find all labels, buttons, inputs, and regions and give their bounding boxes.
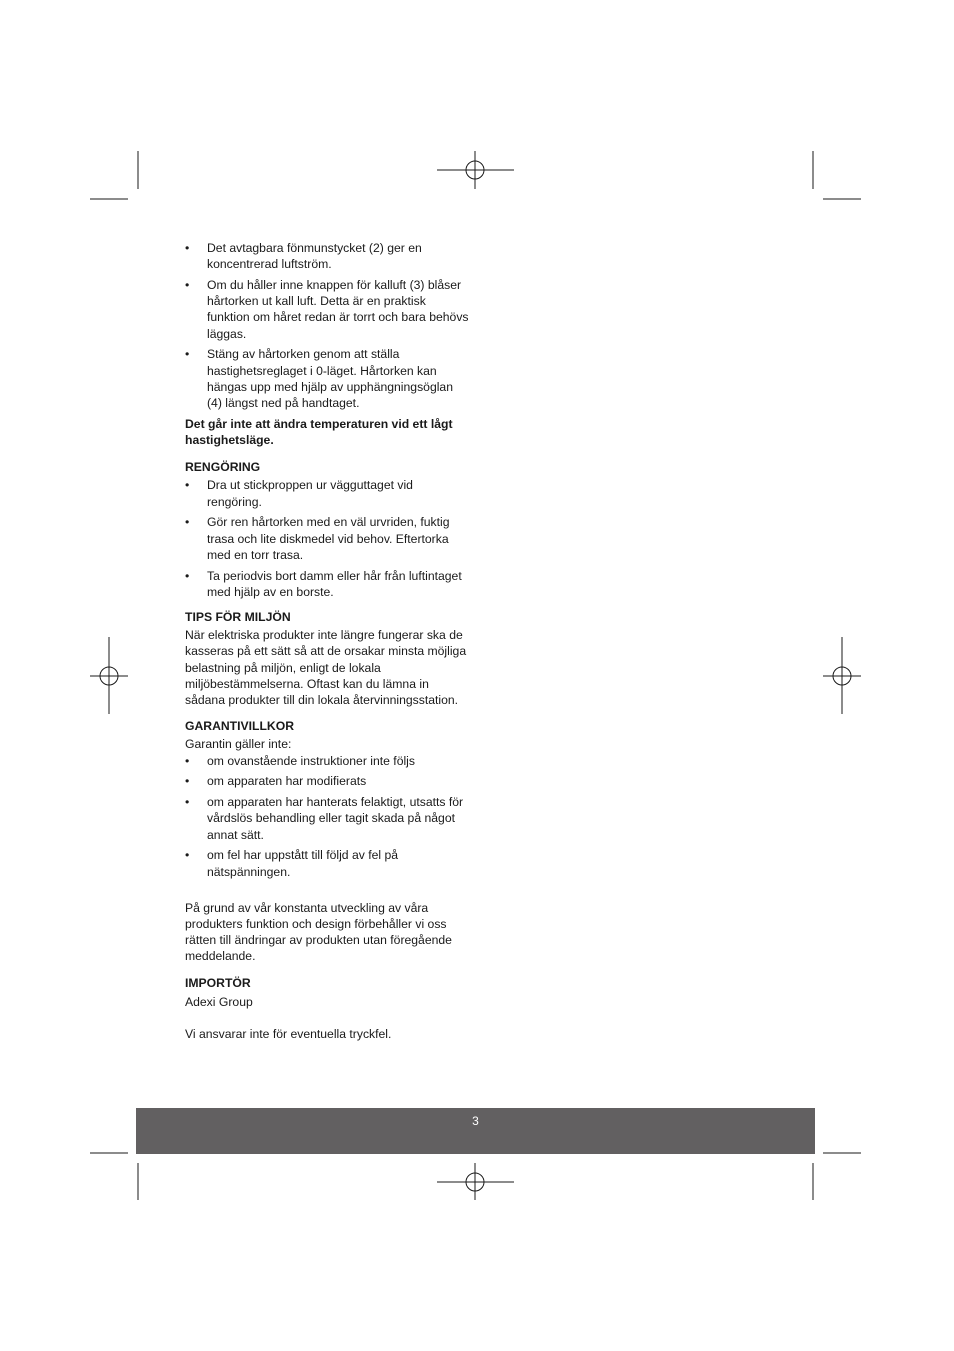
- list-item: • Dra ut stickproppen ur vägguttaget vid rengöring.: [185, 477, 470, 509]
- manual-text-column: [185, 240, 470, 1042]
- warranty-intro: Garantin gäller inte:: [185, 737, 292, 752]
- print-note: Vi ansvarar inte för eventuella tryckfel.: [185, 1027, 392, 1042]
- importer-heading: IMPORTÖR: [185, 975, 251, 990]
- environment-heading: TIPS FÖR MILJÖN: [185, 610, 291, 625]
- list-item: • Stäng av hårtorken genom att ställa hastighetsreglaget i 0-läget. Hårtorken kan hängas upp med hjälp av upphängningsöglan (4) längst ned på handtaget.: [185, 346, 470, 411]
- importer-name: Adexi Group: [185, 994, 253, 1009]
- environment-text: När elektriska produkter inte längre fungerar ska de kasseras på ett sätt så att de orsakar minsta möjliga belastning på miljön, enligt de lokala miljöbestämmelserna. Oftast kan du lämna in sådana produkter till din lokala återvinningsstation.: [185, 628, 467, 708]
- list-item: • Ta periodvis bort damm eller hår från luftintaget med hjälp av en borste.: [185, 568, 470, 600]
- warranty-list: [185, 753, 470, 880]
- feature-list: [185, 240, 470, 411]
- list-item: • Gör ren hårtorken med en väl urvriden, fuktig trasa och lite diskmedel vid behov. Eftertorka med en torr trasa.: [185, 514, 470, 563]
- disclaimer-text: På grund av vår konstanta utveckling av våra produkters funktion och design förbehåller vi oss rätten till ändringar av produkten utan föregående meddelande.: [185, 900, 452, 964]
- list-item: • Om du håller inne knappen för kalluft (3) blåser hårtorken ut kall luft. Detta är en praktisk funktion om håret redan är torrt och bara behövs läggas.: [185, 277, 470, 342]
- list-item: • om ovanstående instruktioner inte följs: [185, 753, 470, 769]
- cleaning-list: [185, 477, 470, 600]
- list-item: • om apparaten har modifierats: [185, 773, 470, 789]
- list-item: • om fel har uppstått till följd av fel på nätspänningen.: [185, 847, 470, 879]
- list-item: • om apparaten har hanterats felaktigt, utsatts för vårdslös behandling eller tagit skada på något annat sätt.: [185, 794, 470, 843]
- list-item: • Det avtagbara fönmunstycket (2) ger en koncentrerad luftström.: [185, 240, 470, 272]
- footer-bar: [136, 1108, 815, 1154]
- page-number: 3: [472, 1114, 479, 1128]
- temperature-warning: Det går inte att ändra temperaturen vid ett lågt hastighetsläge.: [185, 416, 453, 448]
- cleaning-heading: RENGÖRING: [185, 460, 261, 475]
- warranty-heading: GARANTIVILLKOR: [185, 719, 295, 734]
